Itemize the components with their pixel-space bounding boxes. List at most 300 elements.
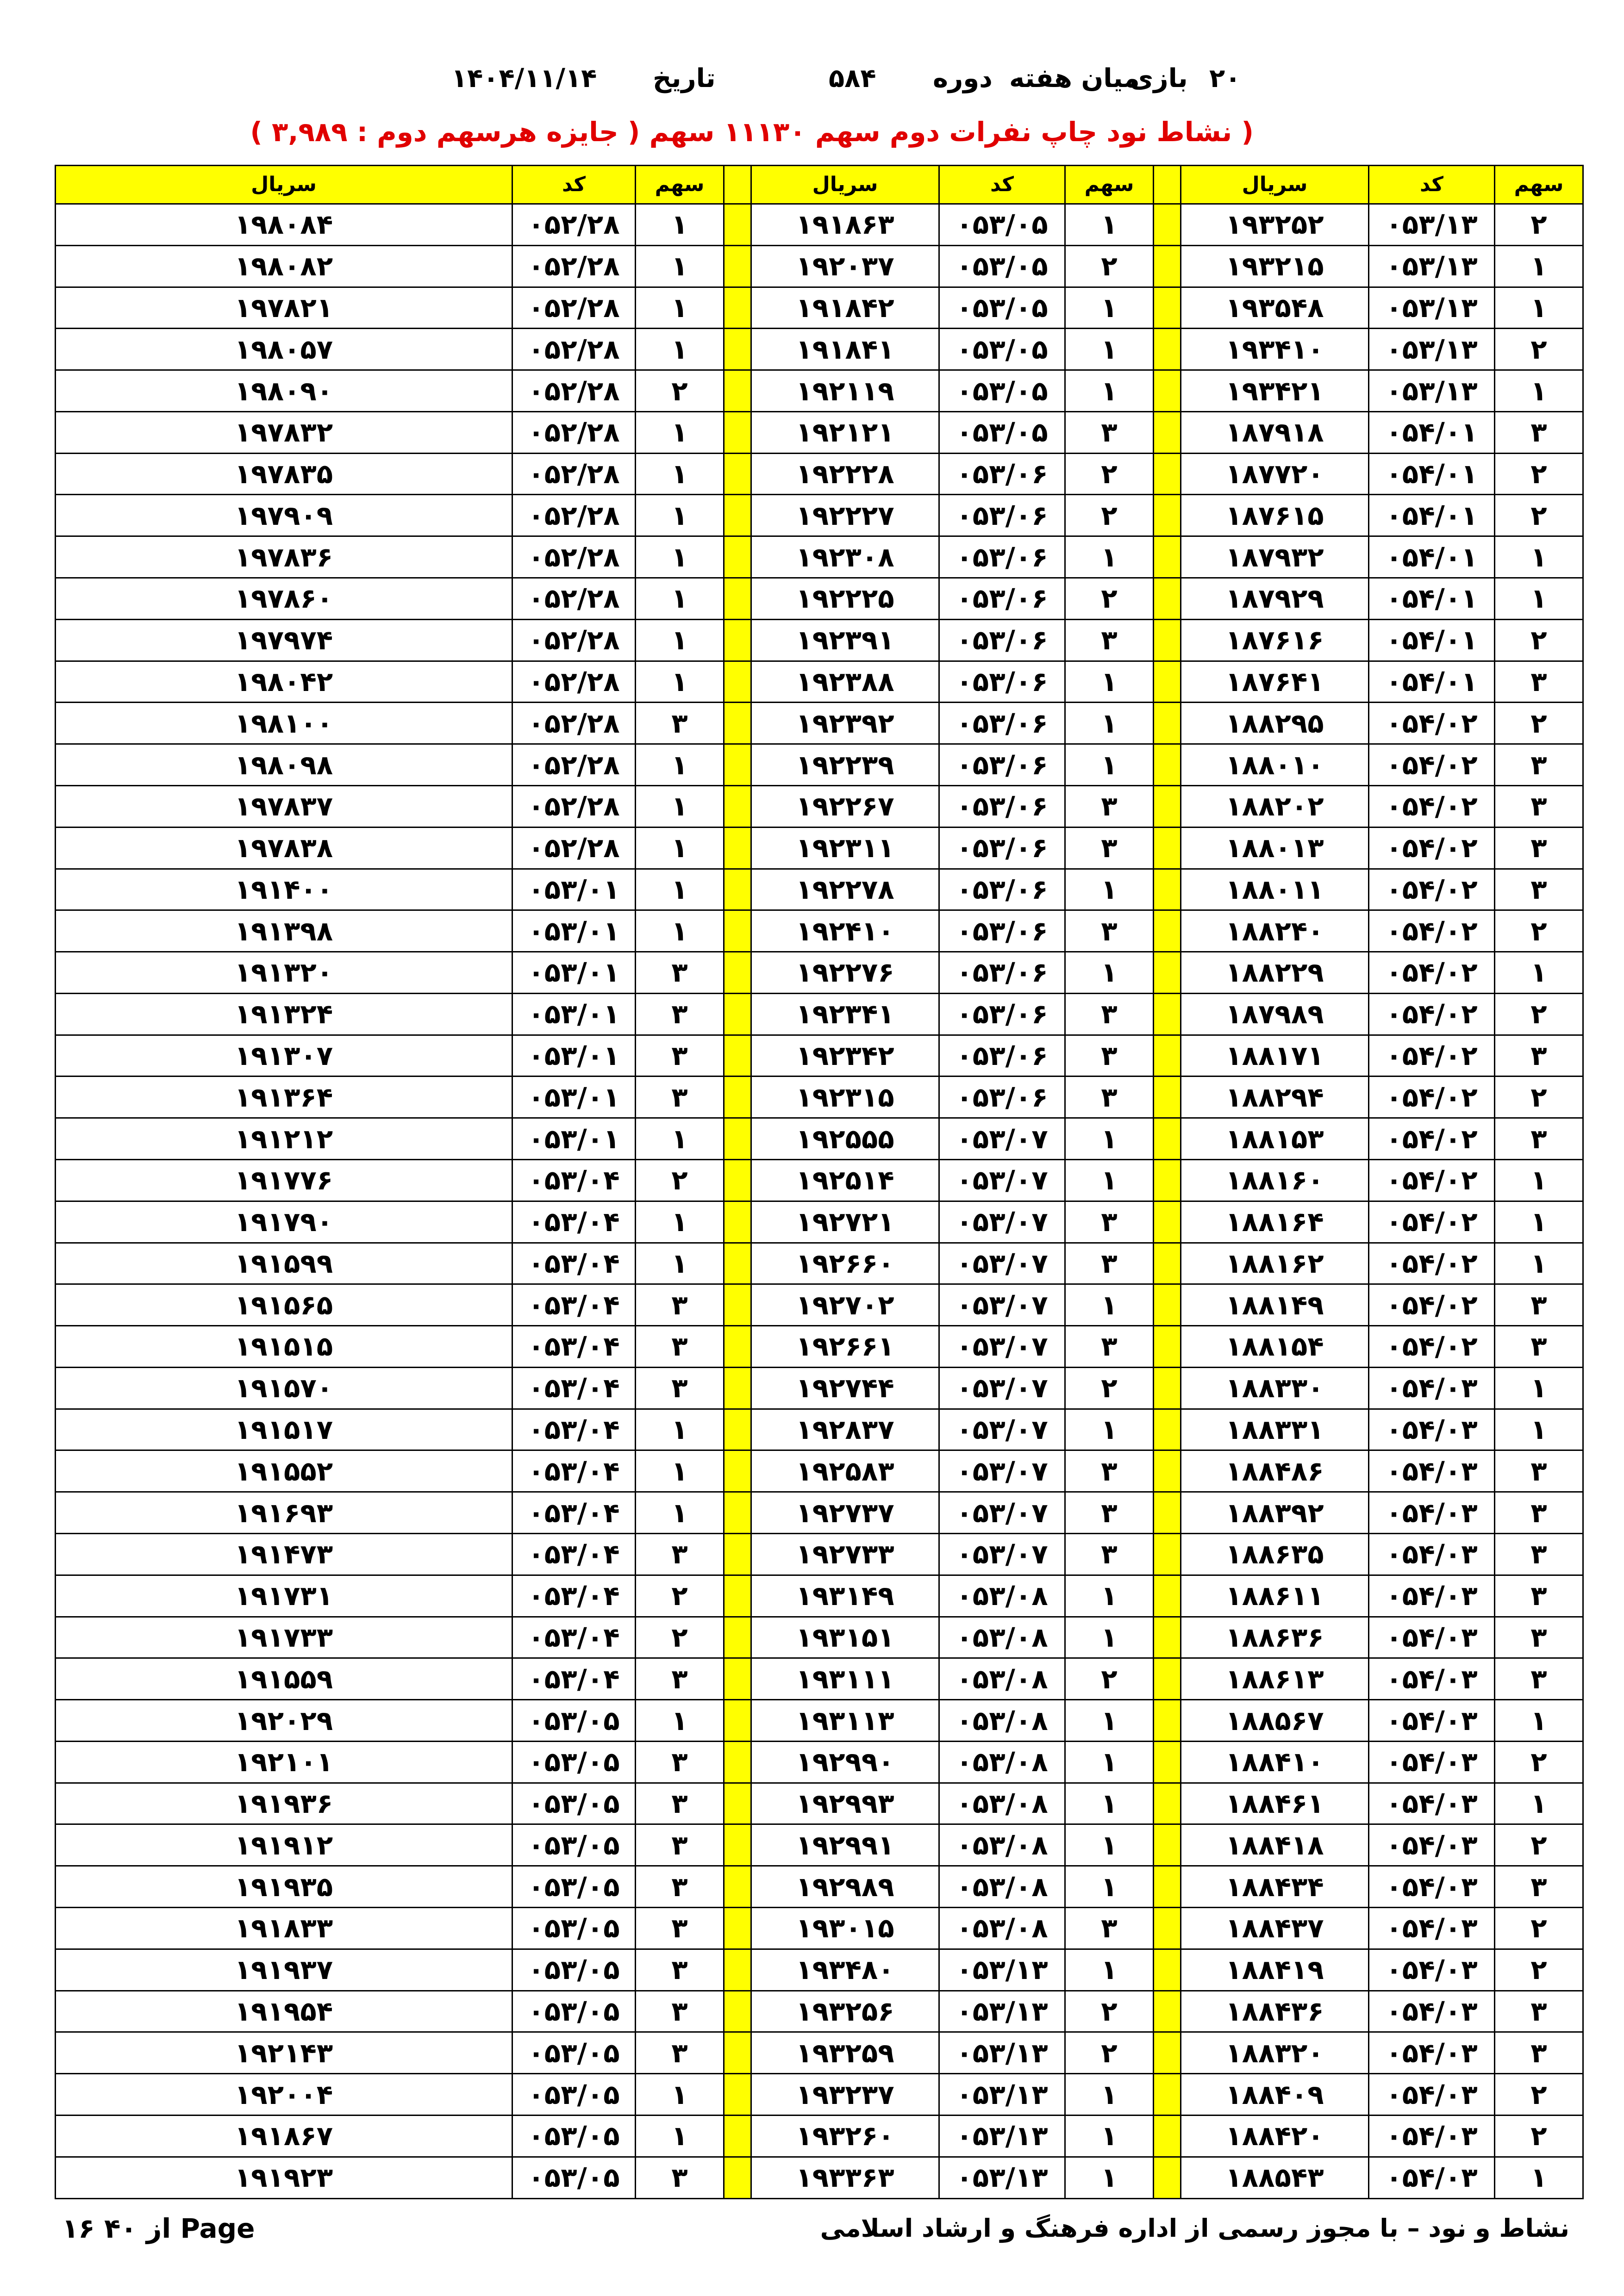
share-cell: ۳ [1495, 785, 1583, 827]
code-cell: ۰۵۳/۰۵ [939, 204, 1065, 246]
table-row [56, 287, 1583, 329]
table-row [56, 1783, 1583, 1824]
code-cell: ۰۵۴/۰۲ [1369, 1076, 1495, 1118]
serial-cell: ۱۸۸۴۲۰ [1181, 2115, 1369, 2157]
share-cell: ۱ [1065, 703, 1154, 744]
separator-cell [1154, 2074, 1181, 2116]
table-row [56, 1284, 1583, 1326]
separator-cell [1154, 661, 1181, 703]
share-cell: ۳ [636, 993, 724, 1035]
share-cell: ۳ [636, 1035, 724, 1076]
code-cell: ۰۵۳/۰۱ [512, 869, 636, 910]
share-cell: ۲ [1065, 1367, 1154, 1409]
serial-cell: ۱۸۷۹۲۹ [1181, 578, 1369, 620]
code-cell: ۰۵۲/۲۸ [512, 370, 636, 412]
share-cell: ۱ [1495, 1243, 1583, 1284]
date-label: تاریخ [653, 63, 716, 93]
share-cell: ۲ [1495, 2074, 1583, 2116]
serial-cell: ۱۹۳۱۵۱ [751, 1617, 939, 1658]
code-cell: ۰۵۳/۰۷ [939, 1450, 1065, 1492]
share-cell: ۲ [1065, 453, 1154, 495]
share-cell: ۱ [1495, 287, 1583, 329]
share-cell: ۲ [1495, 910, 1583, 952]
serial-cell: ۱۸۸۲۴۰ [1181, 910, 1369, 952]
share-cell: ۱ [1065, 1575, 1154, 1617]
share-cell: ۳ [1065, 1326, 1154, 1368]
serial-cell: ۱۸۸۶۳۵ [1181, 1534, 1369, 1575]
code-cell: ۰۵۴/۰۲ [1369, 744, 1495, 786]
code-cell: ۰۵۳/۰۵ [512, 1783, 636, 1824]
serial-cell: ۱۹۲۰۲۹ [56, 1700, 512, 1742]
share-cell: ۳ [1065, 785, 1154, 827]
table-body [56, 204, 1583, 2199]
code-cell: ۰۵۴/۰۳ [1369, 1617, 1495, 1658]
share-cell: ۱ [636, 869, 724, 910]
serial-cell: ۱۹۲۱۴۳ [56, 2032, 512, 2074]
code-cell: ۰۵۳/۱۳ [1369, 245, 1495, 287]
separator-cell [1154, 204, 1181, 246]
separator-cell [1154, 453, 1181, 495]
serial-cell: ۱۸۸۴۶۱ [1181, 1783, 1369, 1824]
table-row [56, 1035, 1583, 1076]
separator-cell [724, 2032, 751, 2074]
serial-cell: ۱۹۲۱۲۱ [751, 411, 939, 453]
serial-cell: ۱۹۱۸۶۳ [751, 204, 939, 246]
serial-cell: ۱۹۱۳۰۷ [56, 1035, 512, 1076]
separator-cell [1154, 619, 1181, 661]
separator-cell [1154, 1866, 1181, 1908]
serial-cell: ۱۸۸۱۴۹ [1181, 1284, 1369, 1326]
serial-cell: ۱۹۲۲۷۸ [751, 869, 939, 910]
serial-cell: ۱۸۸۰۱۳ [1181, 827, 1369, 869]
separator-cell [724, 1367, 751, 1409]
table-row [56, 1700, 1583, 1742]
serial-cell: ۱۹۲۳۱۱ [751, 827, 939, 869]
separator-cell [724, 952, 751, 994]
code-cell: ۰۵۴/۰۳ [1369, 1783, 1495, 1824]
serial-cell: ۱۹۱۵۱۵ [56, 1326, 512, 1368]
serial-cell: ۱۹۱۸۴۲ [751, 287, 939, 329]
table-row [56, 1118, 1583, 1160]
serial-cell: ۱۸۸۴۳۶ [1181, 1991, 1369, 2032]
code-cell: ۰۵۴/۰۲ [1369, 827, 1495, 869]
serial-cell: ۱۹۲۷۴۴ [751, 1367, 939, 1409]
serial-cell: ۱۹۳۵۴۸ [1181, 287, 1369, 329]
separator-cell [1154, 2157, 1181, 2198]
col-code-1: کد [1369, 166, 1495, 204]
table-row [56, 910, 1583, 952]
share-cell: ۳ [1065, 1243, 1154, 1284]
code-cell: ۰۵۳/۱۳ [939, 2074, 1065, 2116]
code-cell: ۰۵۴/۰۲ [1369, 869, 1495, 910]
share-cell: ۱ [636, 1450, 724, 1492]
serial-cell: ۱۹۳۲۵۲ [1181, 204, 1369, 246]
serial-cell: ۱۸۸۳۹۲ [1181, 1492, 1369, 1534]
separator-cell [1154, 1326, 1181, 1368]
serial-cell: ۱۹۲۰۰۴ [56, 2074, 512, 2116]
code-cell: ۰۵۳/۰۴ [512, 1658, 636, 1700]
code-cell: ۰۵۲/۲۸ [512, 453, 636, 495]
share-cell: ۱ [1495, 1700, 1583, 1742]
share-cell: ۲ [1065, 245, 1154, 287]
serial-cell: ۱۹۲۲۷۶ [751, 952, 939, 994]
share-cell: ۳ [1065, 827, 1154, 869]
results-table [55, 165, 1584, 2199]
share-cell: ۲ [1495, 993, 1583, 1035]
serial-cell: ۱۹۱۳۹۸ [56, 910, 512, 952]
table-row [56, 1534, 1583, 1575]
code-cell: ۰۵۴/۰۳ [1369, 1450, 1495, 1492]
separator-cell [1154, 1367, 1181, 1409]
code-cell: ۰۵۳/۱۳ [1369, 329, 1495, 370]
separator-cell [724, 370, 751, 412]
table-row [56, 869, 1583, 910]
table-row [56, 619, 1583, 661]
code-cell: ۰۵۳/۰۴ [512, 1617, 636, 1658]
share-cell: ۱ [1065, 869, 1154, 910]
separator-cell [1154, 827, 1181, 869]
separator-cell [724, 1575, 751, 1617]
serial-cell: ۱۹۲۸۳۷ [751, 1409, 939, 1450]
share-cell: ۲ [1495, 204, 1583, 246]
table-row [56, 1949, 1583, 1991]
table-row [56, 1991, 1583, 2032]
serial-cell: ۱۸۸۴۱۹ [1181, 1949, 1369, 1991]
serial-cell: ۱۹۱۴۰۰ [56, 869, 512, 910]
code-cell: ۰۵۳/۰۴ [512, 1409, 636, 1450]
table-row [56, 2115, 1583, 2157]
code-cell: ۰۵۳/۰۵ [512, 1700, 636, 1742]
code-cell: ۰۵۳/۰۵ [939, 287, 1065, 329]
table-row [56, 2157, 1583, 2198]
separator-cell [1154, 2032, 1181, 2074]
code-cell: ۰۵۴/۰۲ [1369, 952, 1495, 994]
share-cell: ۳ [636, 1741, 724, 1783]
col-serial-3: سریال [56, 166, 512, 204]
table-row [56, 993, 1583, 1035]
share-cell: ۱ [1495, 2157, 1583, 2198]
code-cell: ۰۵۳/۰۴ [512, 1534, 636, 1575]
table-row [56, 204, 1583, 246]
share-cell: ۲ [1495, 1908, 1583, 1949]
code-cell: ۰۵۴/۰۲ [1369, 1201, 1495, 1243]
share-cell: ۱ [1065, 370, 1154, 412]
serial-cell: ۱۹۲۷۳۳ [751, 1534, 939, 1575]
serial-cell: ۱۹۲۳۱۵ [751, 1076, 939, 1118]
code-cell: ۰۵۳/۰۱ [512, 952, 636, 994]
code-cell: ۰۵۳/۰۸ [939, 1575, 1065, 1617]
code-cell: ۰۵۳/۰۵ [512, 1949, 636, 1991]
serial-cell: ۱۸۸۶۱۳ [1181, 1658, 1369, 1700]
share-cell: ۳ [636, 1991, 724, 2032]
separator-cell [1154, 952, 1181, 994]
separator-cell [1154, 1908, 1181, 1949]
table-row [56, 536, 1583, 578]
separator-cell [1154, 1617, 1181, 1658]
table-row [56, 1076, 1583, 1118]
serial-cell: ۱۹۳۴۱۰ [1181, 329, 1369, 370]
code-cell: ۰۵۳/۰۶ [939, 495, 1065, 536]
table-row [56, 952, 1583, 994]
col-serial-1: سریال [1181, 166, 1369, 204]
code-cell: ۰۵۴/۰۳ [1369, 1492, 1495, 1534]
code-cell: ۰۵۳/۱۳ [1369, 287, 1495, 329]
share-cell: ۳ [636, 1824, 724, 1866]
separator-cell [724, 2074, 751, 2116]
code-cell: ۰۵۴/۰۳ [1369, 1658, 1495, 1700]
share-cell: ۱ [636, 411, 724, 453]
serial-cell: ۱۸۸۴۰۹ [1181, 2074, 1369, 2116]
separator-cell [724, 453, 751, 495]
code-cell: ۰۵۳/۰۸ [939, 1700, 1065, 1742]
code-cell: ۰۵۳/۰۷ [939, 1118, 1065, 1160]
share-cell: ۱ [636, 536, 724, 578]
code-cell: ۰۵۳/۰۶ [939, 536, 1065, 578]
code-cell: ۰۵۳/۰۱ [512, 1035, 636, 1076]
serial-cell: ۱۹۷۹۰۹ [56, 495, 512, 536]
separator-cell [1154, 993, 1181, 1035]
separator-cell [724, 2115, 751, 2157]
serial-cell: ۱۹۳۱۴۹ [751, 1575, 939, 1617]
code-cell: ۰۵۲/۲۸ [512, 661, 636, 703]
col-separator [1154, 166, 1181, 204]
serial-cell: ۱۹۱۳۶۴ [56, 1076, 512, 1118]
share-cell: ۲ [1065, 495, 1154, 536]
share-cell: ۱ [636, 1118, 724, 1160]
share-cell: ۱ [1065, 2115, 1154, 2157]
share-cell: ۳ [1495, 661, 1583, 703]
share-cell: ۳ [1495, 1575, 1583, 1617]
share-cell: ۳ [1495, 1326, 1583, 1368]
share-cell: ۲ [1495, 1076, 1583, 1118]
col-separator [724, 166, 751, 204]
separator-cell [1154, 1741, 1181, 1783]
separator-cell [724, 1741, 751, 1783]
code-cell: ۰۵۳/۱۳ [1369, 370, 1495, 412]
separator-cell [724, 703, 751, 744]
share-cell: ۳ [636, 1866, 724, 1908]
serial-cell: ۱۹۳۱۱۳ [751, 1700, 939, 1742]
share-cell: ۱ [1065, 1409, 1154, 1450]
code-cell: ۰۵۳/۱۳ [939, 2032, 1065, 2074]
code-cell: ۰۵۳/۰۸ [939, 1908, 1065, 1949]
share-cell: ۱ [1495, 1159, 1583, 1201]
serial-cell: ۱۹۸۰۹۸ [56, 744, 512, 786]
code-cell: ۰۵۴/۰۳ [1369, 2115, 1495, 2157]
separator-cell [724, 1409, 751, 1450]
serial-cell: ۱۹۱۹۳۷ [56, 1949, 512, 1991]
code-cell: ۰۵۴/۰۳ [1369, 1409, 1495, 1450]
serial-cell: ۱۸۸۱۵۳ [1181, 1118, 1369, 1160]
col-code-3: کد [512, 166, 636, 204]
separator-cell [1154, 785, 1181, 827]
serial-cell: ۱۸۸۵۶۷ [1181, 1700, 1369, 1742]
separator-cell [724, 1450, 751, 1492]
separator-cell [724, 827, 751, 869]
subtitle: ( نشاط نود چاپ نفرات دوم سهم ۱۱۱۳۰ سهم ( جایزه هرسهم دوم : ۳,۹۸۹ ) [250, 116, 1254, 148]
share-cell: ۳ [1495, 1492, 1583, 1534]
serial-cell: ۱۹۳۱۱۱ [751, 1658, 939, 1700]
code-cell: ۰۵۳/۰۷ [939, 1534, 1065, 1575]
share-cell: ۳ [636, 703, 724, 744]
serial-cell: ۱۹۸۰۹۰ [56, 370, 512, 412]
table-row [56, 1409, 1583, 1450]
share-cell: ۱ [1065, 661, 1154, 703]
serial-cell: ۱۹۱۵۵۹ [56, 1658, 512, 1700]
separator-cell [1154, 869, 1181, 910]
code-cell: ۰۵۳/۰۵ [512, 1741, 636, 1783]
serial-cell: ۱۸۸۴۳۷ [1181, 1908, 1369, 1949]
col-serial-2: سریال [751, 166, 939, 204]
share-cell: ۱ [1065, 329, 1154, 370]
serial-cell: ۱۹۱۷۳۱ [56, 1575, 512, 1617]
share-cell: ۱ [1065, 1118, 1154, 1160]
share-cell: ۳ [1495, 1866, 1583, 1908]
code-cell: ۰۵۳/۰۵ [512, 2032, 636, 2074]
serial-cell: ۱۸۷۶۱۵ [1181, 495, 1369, 536]
code-cell: ۰۵۳/۰۷ [939, 1492, 1065, 1534]
code-cell: ۰۵۳/۰۶ [939, 1035, 1065, 1076]
code-cell: ۰۵۳/۰۶ [939, 661, 1065, 703]
table-row [56, 703, 1583, 744]
share-cell: ۱ [636, 785, 724, 827]
share-cell: ۲ [1065, 2032, 1154, 2074]
table-row [56, 1201, 1583, 1243]
share-cell: ۳ [636, 2032, 724, 2074]
code-cell: ۰۵۳/۰۱ [512, 910, 636, 952]
separator-cell [1154, 1201, 1181, 1243]
share-cell: ۱ [1065, 1866, 1154, 1908]
table-row [56, 1866, 1583, 1908]
serial-cell: ۱۹۲۲۳۹ [751, 744, 939, 786]
serial-cell: ۱۹۲۳۴۱ [751, 993, 939, 1035]
serial-cell: ۱۹۳۲۱۵ [1181, 245, 1369, 287]
share-cell: ۳ [636, 1658, 724, 1700]
separator-cell [1154, 910, 1181, 952]
share-cell: ۳ [636, 1367, 724, 1409]
code-cell: ۰۵۳/۰۶ [939, 785, 1065, 827]
serial-cell: ۱۹۸۱۰۰ [56, 703, 512, 744]
code-cell: ۰۵۳/۱۳ [939, 2157, 1065, 2198]
serial-cell: ۱۹۲۹۹۱ [751, 1824, 939, 1866]
code-cell: ۰۵۳/۱۳ [1369, 204, 1495, 246]
code-cell: ۰۵۴/۰۲ [1369, 1118, 1495, 1160]
serial-cell: ۱۹۲۱۰۱ [56, 1741, 512, 1783]
serial-cell: ۱۹۸۰۴۲ [56, 661, 512, 703]
table-row [56, 744, 1583, 786]
share-cell: ۱ [1065, 204, 1154, 246]
serial-cell: ۱۹۷۹۷۴ [56, 619, 512, 661]
share-cell: ۲ [1495, 2115, 1583, 2157]
separator-cell [1154, 1700, 1181, 1742]
share-cell: ۲ [1495, 495, 1583, 536]
serial-cell: ۱۹۳۲۶۰ [751, 2115, 939, 2157]
share-cell: ۳ [1065, 910, 1154, 952]
serial-cell: ۱۹۳۲۳۷ [751, 2074, 939, 2116]
separator-cell [724, 1243, 751, 1284]
share-cell: ۱ [1495, 1367, 1583, 1409]
code-cell: ۰۵۳/۰۸ [939, 1658, 1065, 1700]
separator-cell [1154, 1492, 1181, 1534]
serial-cell: ۱۹۱۳۲۴ [56, 993, 512, 1035]
code-cell: ۰۵۳/۰۸ [939, 1866, 1065, 1908]
share-cell: ۱ [636, 245, 724, 287]
share-cell: ۳ [1065, 411, 1154, 453]
code-cell: ۰۵۲/۲۸ [512, 245, 636, 287]
code-cell: ۰۵۴/۰۱ [1369, 536, 1495, 578]
share-cell: ۲ [1495, 329, 1583, 370]
code-cell: ۰۵۲/۲۸ [512, 619, 636, 661]
share-cell: ۱ [1065, 1617, 1154, 1658]
serial-cell: ۱۹۷۸۳۲ [56, 411, 512, 453]
share-cell: ۳ [636, 1534, 724, 1575]
code-cell: ۰۵۳/۰۶ [939, 619, 1065, 661]
serial-cell: ۱۹۱۶۹۳ [56, 1492, 512, 1534]
serial-cell: ۱۹۱۸۴۱ [751, 329, 939, 370]
serial-cell: ۱۹۲۷۲۱ [751, 1201, 939, 1243]
code-cell: ۰۵۳/۰۵ [512, 1908, 636, 1949]
serial-cell: ۱۹۲۹۸۹ [751, 1866, 939, 1908]
code-cell: ۰۵۳/۰۶ [939, 703, 1065, 744]
share-cell: ۲ [636, 370, 724, 412]
serial-cell: ۱۸۸۳۳۱ [1181, 1409, 1369, 1450]
code-cell: ۰۵۲/۲۸ [512, 578, 636, 620]
serial-cell: ۱۸۸۱۶۰ [1181, 1159, 1369, 1201]
share-cell: ۱ [1065, 1824, 1154, 1866]
code-cell: ۰۵۳/۰۵ [512, 2157, 636, 2198]
serial-cell: ۱۹۲۱۱۹ [751, 370, 939, 412]
code-cell: ۰۵۴/۰۲ [1369, 1159, 1495, 1201]
table-row [56, 785, 1583, 827]
share-cell: ۱ [1495, 536, 1583, 578]
code-cell: ۰۵۴/۰۳ [1369, 1824, 1495, 1866]
table-row [56, 495, 1583, 536]
code-cell: ۰۵۴/۰۳ [1369, 2074, 1495, 2116]
separator-cell [724, 993, 751, 1035]
serial-cell: ۱۸۷۷۲۰ [1181, 453, 1369, 495]
share-cell: ۱ [636, 287, 724, 329]
separator-cell [1154, 495, 1181, 536]
code-cell: ۰۵۳/۰۴ [512, 1159, 636, 1201]
code-cell: ۰۵۴/۰۱ [1369, 453, 1495, 495]
col-share-2: سهم [1065, 166, 1154, 204]
table-row [56, 1159, 1583, 1201]
share-cell: ۱ [636, 495, 724, 536]
share-cell: ۱ [1065, 287, 1154, 329]
code-cell: ۰۵۴/۰۳ [1369, 1367, 1495, 1409]
table-row [56, 453, 1583, 495]
serial-cell: ۱۸۷۹۸۹ [1181, 993, 1369, 1035]
separator-cell [724, 1201, 751, 1243]
code-cell: ۰۵۴/۰۲ [1369, 1284, 1495, 1326]
share-cell: ۱ [1495, 1783, 1583, 1824]
table-row [56, 1450, 1583, 1492]
date-value: ۱۴۰۴/۱۱/۱۴ [451, 63, 597, 93]
serial-cell: ۱۹۲۳۹۲ [751, 703, 939, 744]
table-row [56, 2074, 1583, 2116]
table-row [56, 1492, 1583, 1534]
code-cell: ۰۵۳/۰۷ [939, 1159, 1065, 1201]
share-cell: ۳ [1495, 1035, 1583, 1076]
share-cell: ۱ [636, 661, 724, 703]
day-label: میان هفته [1009, 63, 1140, 93]
share-cell: ۳ [1495, 1658, 1583, 1700]
serial-cell: ۱۹۷۸۳۸ [56, 827, 512, 869]
share-cell: ۳ [1495, 827, 1583, 869]
share-cell: ۳ [1495, 1534, 1583, 1575]
separator-cell [724, 1991, 751, 2032]
serial-cell: ۱۹۳۰۱۵ [751, 1908, 939, 1949]
